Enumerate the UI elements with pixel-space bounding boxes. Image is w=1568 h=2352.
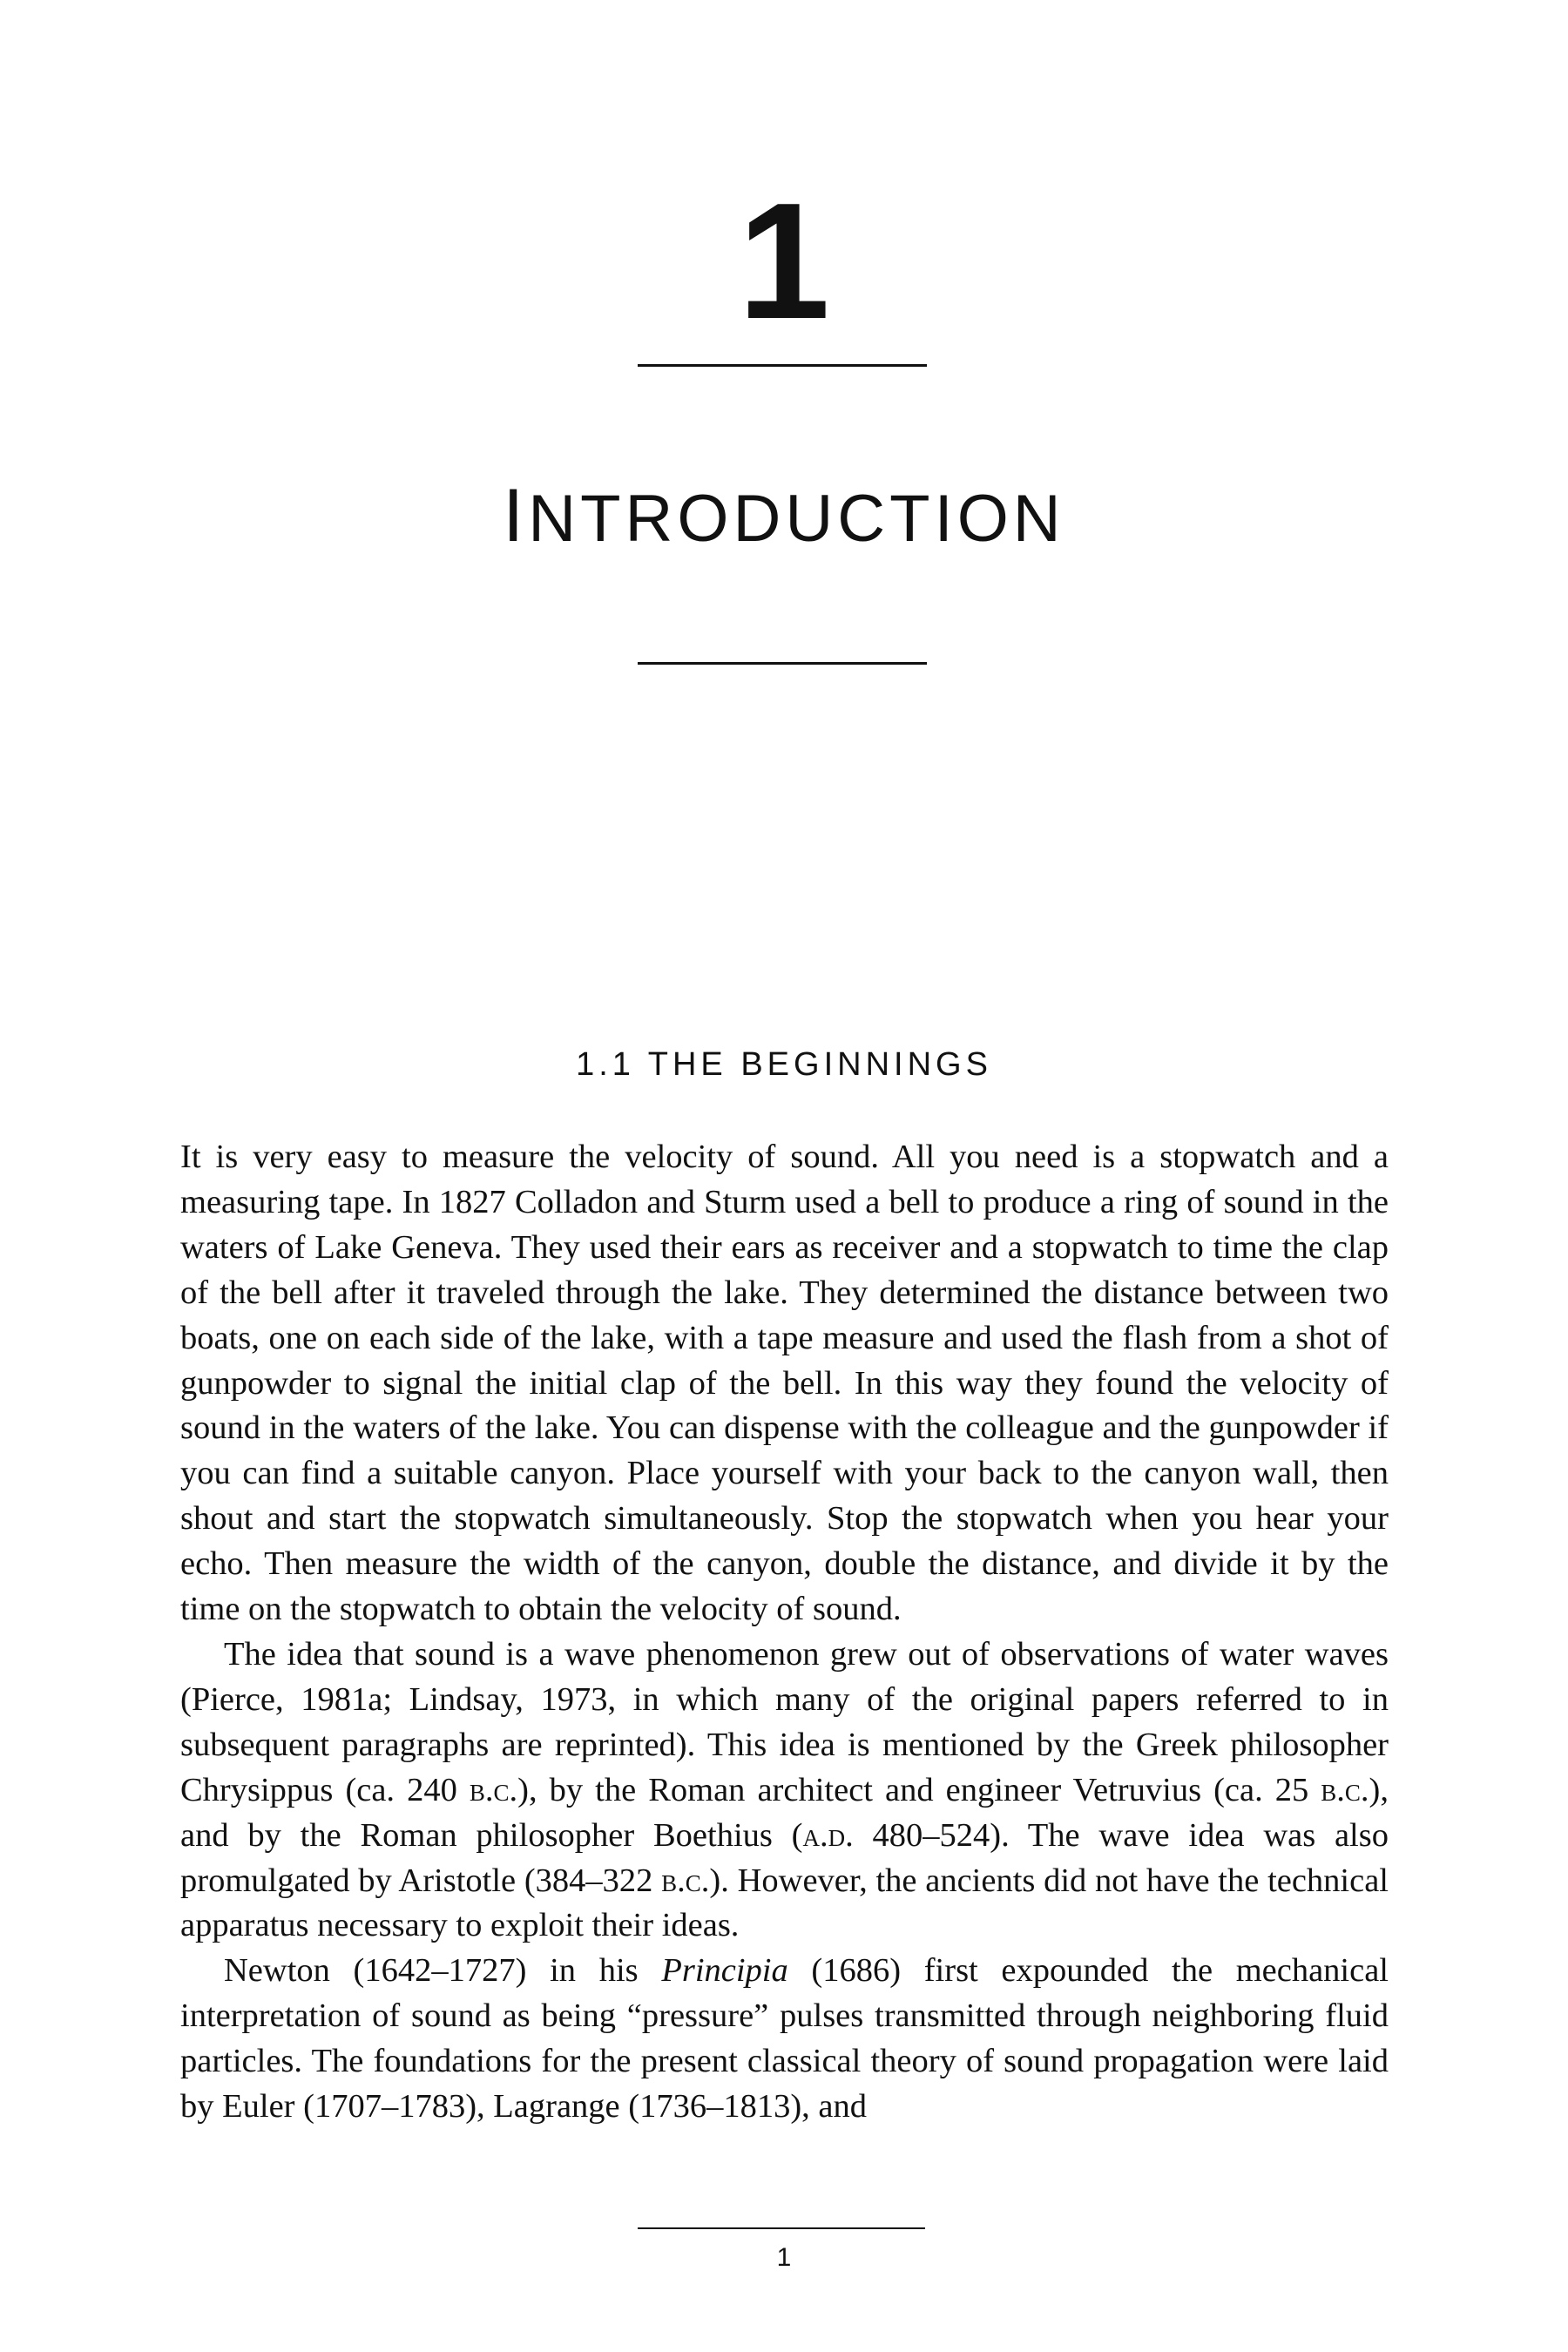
body-text [180, 1135, 1389, 2130]
page-number: 1 [776, 2243, 792, 2272]
era-abbreviation: b.c. [1321, 1771, 1369, 1808]
paragraph [180, 1632, 1389, 1949]
paragraph [180, 1135, 1389, 1632]
paragraph-text: ), and by the Roman philosopher Boethius ( [180, 1771, 1389, 1854]
section-heading: 1.1 THE BEGINNINGS [576, 1046, 992, 1083]
paragraph-text: ), by the Roman architect and engineer Vetruvius (ca. 25 [517, 1771, 1321, 1808]
era-abbreviation: b.c. [469, 1771, 518, 1808]
chapter-number: 1 [738, 169, 830, 354]
paragraph-text: Newton (1642–1727) in his [224, 1952, 662, 1990]
paragraph-text: It is very easy to measure the velocity of sound. All you need is a stopwatch and a measuring tape. In 1827 Colladon and Sturm used a bell to produce a ring of sound in the waters of Lake Geneva. They used their ears as receiver and a stopwatch to time the clap of the bell after it traveled through the lake. They determined the distance between two boats, one on each side of the lake, with a tape measure and used the flash from a shot of gunpowder to signal the initial clap of the bell. In this way they found the velocity of sound in the waters of the lake. You can dispense with the colleague and the gunpowder if you can find a suitable canyon. Place yourself with your back to the canyon wall, then shout and start the stopwatch simultaneously. Stop the stopwatch when you hear your echo. Then measure the width of the canyon, double the distance, and divide it by the time on the stopwatch to obtain the velocity of sound. [180, 1139, 1389, 1628]
chapter-title-rule [638, 662, 927, 665]
era-abbreviation: a.d. [802, 1816, 854, 1854]
paragraph-text: 480–524). The wave idea was also promulgated by Aristotle (384–322 [180, 1816, 1389, 1899]
chapter-number-rule [638, 364, 927, 367]
era-abbreviation: b.c. [661, 1862, 710, 1899]
italic-text: Principia [661, 1952, 788, 1990]
paragraph [180, 1949, 1389, 2130]
chapter-title-rest: NTRODUCTION [528, 482, 1065, 556]
footer-rule [638, 2227, 925, 2229]
paragraph-text: ). However, the ancients did not have the technical apparatus necessary to exploit their ideas. [180, 1862, 1389, 1944]
chapter-title [0, 474, 1568, 558]
paragraph-text: (1686) first expounded the mechanical interpretation of sound as being “pressure” pulses transmitted through neighboring fluid particles. The foundations for the present classical theory of sound propagation were laid by Euler (1707–1783), Lagrange (1736–1813), and [180, 1952, 1389, 2126]
chapter-title-initial: I [503, 474, 529, 558]
paragraph-text: The idea that sound is a wave phenomenon grew out of observations of water waves (Pierce, 1981a; Lindsay, 1973, in which many of the original papers referred to in subsequent paragraphs are reprinted). This idea is mentioned by the Greek philosopher Chrysippus (ca. 240 [180, 1635, 1389, 1808]
